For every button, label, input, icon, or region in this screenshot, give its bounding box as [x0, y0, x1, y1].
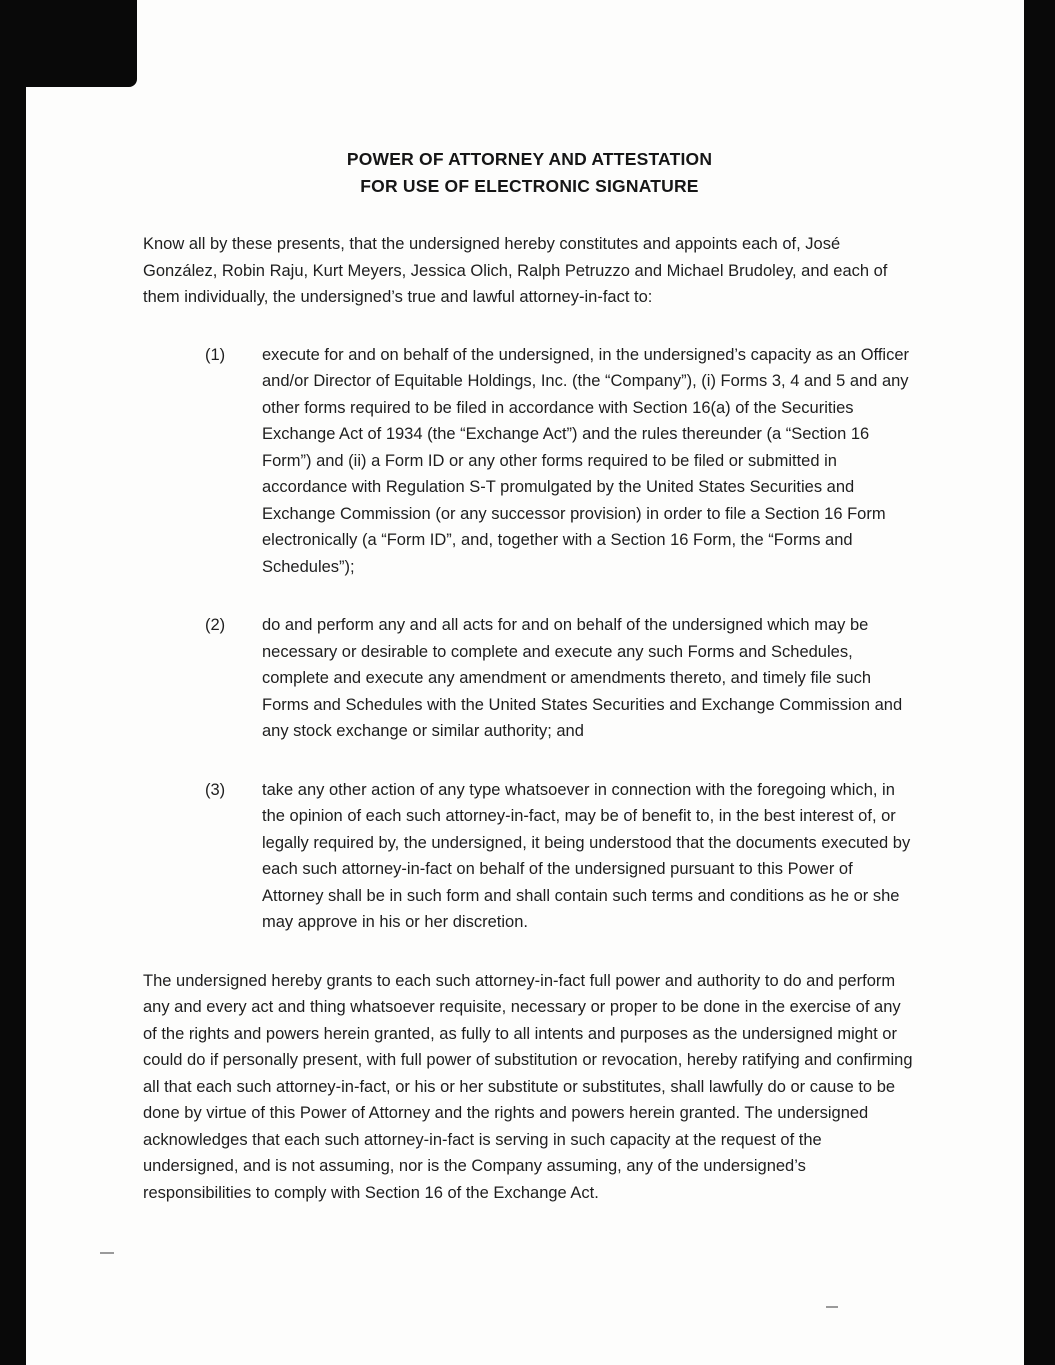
scan-artifact-left-edge — [0, 0, 26, 1365]
document-title-line1: POWER OF ATTORNEY AND ATTESTATION — [346, 149, 713, 169]
list-item-3-text: take any other action of any type whatsoever in connection with the foregoing which, in the opinion of each such attorney-in-fact, may be of benefit to, in the best interest of, or legally required by, the undersigned, it being understood that the documents executed by each such attorney-in-fact on behalf of the undersigned pursuant to this Power of Attorney shall be in such form and shall contain such terms and conditions as he or she may approve in his or her discretion. — [262, 780, 911, 931]
scan-speck — [826, 1306, 838, 1308]
list-item-3 — [205, 777, 916, 936]
document-content — [143, 146, 916, 1206]
closing-paragraph: The undersigned hereby grants to each such attorney-in-fact full power and authority to do and perform any and every act and thing whatsoever requisite, necessary or proper to be done in the exercise of any of the rights and powers herein granted, as fully to all intents and purposes as the undersigned might or could do if personally present, with full power of substitution or revocation, hereby ratifying and confirming all that each such attorney-in-fact, or his or her substitute or substitutes, shall lawfully do or cause to be done by virtue of this Power of Attorney and the rights and powers herein granted. The undersigned acknowledges that each such attorney-in-fact is serving in such capacity at the request of the undersigned, and is not assuming, nor is the Company assuming, any of the undersigned’s responsibilities to comply with Section 16 of the Exchange Act. — [143, 971, 913, 1202]
intro-paragraph: Know all by these presents, that the undersigned hereby constitutes and appoints each of, José González, Robin Raju, Kurt Meyers, Jessica Olich, Ralph Petruzzo and Michael Brudoley, and each of them individually, the undersigned’s true and lawful attorney-in-fact to: — [143, 235, 888, 306]
scan-speck — [100, 1252, 114, 1254]
list-item-2-number: (2) — [205, 616, 226, 634]
numbered-list — [143, 342, 916, 936]
list-item-2-text: do and perform any and all acts for and on behalf of the undersigned which may be necessary or desirable to complete and execute any such Forms and Schedules, complete and execute any amendment or amendments thereto, and timely file such Forms and Schedules with the United States Securities and Exchange Commission and any stock exchange or similar authority; and — [262, 616, 903, 740]
document-title — [143, 146, 916, 200]
scan-artifact-right-edge — [1024, 0, 1055, 1365]
list-item-1 — [205, 342, 916, 581]
document-title-line2: FOR USE OF ELECTRONIC SIGNATURE — [360, 176, 699, 196]
list-item-1-number: (1) — [205, 345, 226, 364]
list-item-3-number: (3) — [205, 780, 226, 799]
scan-artifact-top-left-corner — [0, 0, 137, 87]
list-item-2 — [205, 612, 916, 745]
list-item-1-text: execute for and on behalf of the undersigned, in the undersigned’s capacity as an Officer and/or Director of Equitable Holdings, Inc. (the “Company”), (i) Forms 3, 4 and 5 and any other forms required to be filed in accordance with Section 16(a) of the Securities Exchange Act of 1934 (the “Exchange Act”) and the rules thereunder (a “Section 16 Form”) and (ii) a Form ID or any other forms required to be filed or submitted in accordance with Regulation S-T promulgated by the United States Securities and Exchange Commission (or any successor provision) in order to file a Section 16 Form electronically (a “Form ID”, and, together with a Section 16 Form, the “Forms and Schedules”); — [262, 345, 909, 576]
